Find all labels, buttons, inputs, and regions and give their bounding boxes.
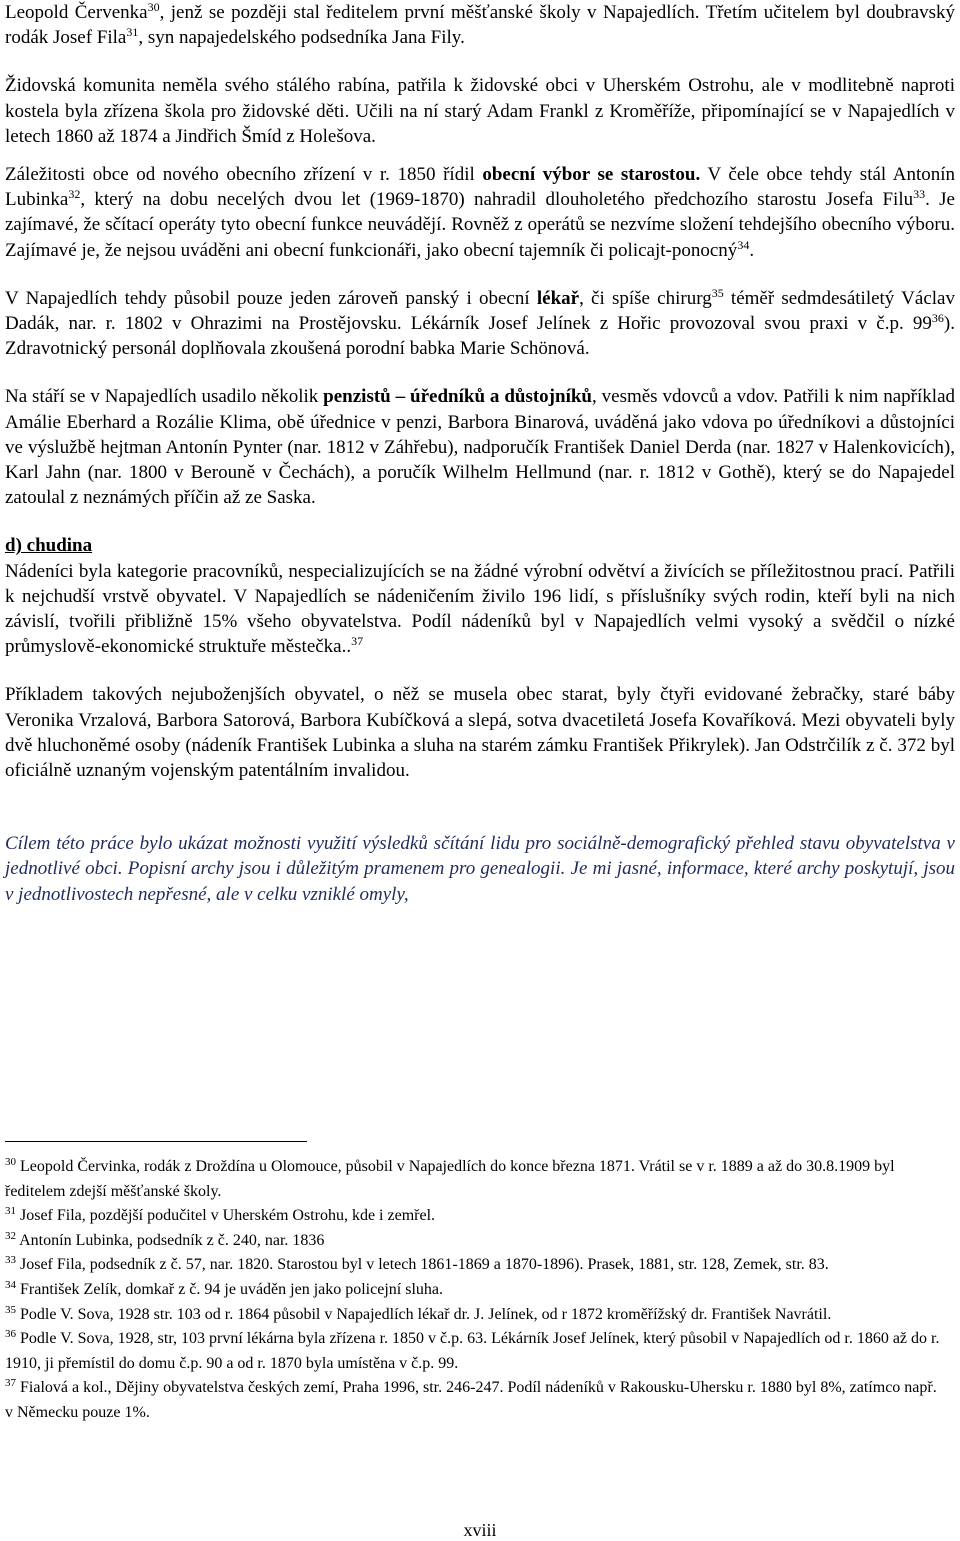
footnote-reference: 33 bbox=[913, 187, 926, 202]
text-run: Nádeníci byla kategorie pracovníků, nespecializujících se na žádné výrobní odvětví a živících se příležitostnou prací. Patřili k nejchudší vrstvě obyvatel. V Napajedlích se nádeničením živilo 196 lidí, s příslušníky svých rodin, kteří byli na nich závislí, tvořili přibližně 15% všeho obyvatelstva. Podíl nádeníků byl v Napajedlích velmi vysoký a svědčil o nízké průmyslově-ekonomické struktuře městečka.. bbox=[5, 560, 955, 658]
body-paragraph bbox=[5, 384, 955, 510]
text-run: , který na dobu necelých dvou let (1969-1870) nahradil dlouholetého předchozího starostu Josefa Filu bbox=[80, 189, 914, 211]
footnote-number: 32 bbox=[5, 1229, 16, 1242]
footnote-reference: 37 bbox=[351, 634, 364, 649]
document-body bbox=[5, 0, 955, 907]
footnote-text: Leopold Červinka, rodák z Droždína u Olomouce, působil v Napajedlích do konce března 1871. Vrátil se v r. 1889 a až do 30.8.1909 byl ředitelem zdejší měšťanské školy. bbox=[5, 1158, 895, 1200]
conclusion-paragraph bbox=[5, 831, 955, 907]
text-run: . bbox=[749, 239, 755, 261]
body-paragraph bbox=[5, 533, 955, 558]
bold-text: obecní výbor se starostou. bbox=[482, 164, 701, 186]
bold-text: lékař bbox=[536, 287, 580, 309]
body-paragraph bbox=[5, 162, 955, 263]
text-run: , syn napajedelského podsedníka Jana Fily. bbox=[138, 27, 465, 49]
footnote-reference: 34 bbox=[737, 237, 750, 252]
paragraph-gap bbox=[5, 149, 955, 162]
footnote-number: 36 bbox=[5, 1328, 16, 1341]
footnote-30 bbox=[5, 1155, 940, 1204]
text-run: , či spíše chirurg bbox=[579, 287, 712, 309]
footnote-reference: 32 bbox=[68, 187, 81, 202]
footnotes-section bbox=[5, 1155, 940, 1426]
footnote-37 bbox=[5, 1376, 940, 1425]
text-run: Na stáří se v Napajedlích usadilo několik bbox=[5, 386, 324, 408]
text-run: V Napajedlích tehdy působil pouze jeden zároveň panský i obecní bbox=[5, 287, 537, 309]
text-run: téměř sedmdesátiletý Václav Dadák, nar. r. 1802 v Ohrazimi na Prostějovsku. Lékárník Josef Jelínek z Hořic provozoval svou praxi v č.p. 99 bbox=[5, 287, 955, 335]
footnote-text: Josef Fila, podsedník z č. 57, nar. 1820. Starostou byl v letech 1861-1869 a 1870-1896). Prasek, 1881, str. 128, Zemek, str. 83. bbox=[16, 1256, 829, 1274]
footnote-number: 33 bbox=[5, 1254, 16, 1267]
footnote-35 bbox=[5, 1303, 940, 1328]
footnote-divider bbox=[5, 1141, 307, 1142]
footnote-31 bbox=[5, 1204, 940, 1229]
body-paragraph bbox=[5, 286, 955, 362]
text-run: ). Zdravotnický personál doplňovala zkoušená porodní babka Marie Schönová. bbox=[5, 313, 955, 360]
footnote-reference: 31 bbox=[126, 25, 139, 40]
text-run: Příkladem takových nejuboženjších obyvatel, o něž se musela obec starat, byly čtyři evidované žebračky, staré báby Veronika Vrzalová, Barbora Satorová, Barbora Kubíčková a slepá, sotva dvacetiletá Josefa Kovaříková. Mezi obyvateli byly dvě hluchoněmé osoby (nádeník František Lubinka a sluha na starém zámku František Přikrylek). Jan Odstrčilík z č. 372 byl oficiálně uznaným vojenským patentálním invalidou. bbox=[5, 684, 955, 782]
footnote-text: Fialová a kol., Dějiny obyvatelstva českých zemí, Praha 1996, str. 246-247. Podíl nádeníků v Rakousku-Uhersku r. 1880 byl 8%, zatímco např. v Německu pouze 1%. bbox=[5, 1379, 937, 1421]
footnote-32 bbox=[5, 1229, 940, 1254]
footnote-number: 31 bbox=[5, 1205, 16, 1218]
footnote-number: 37 bbox=[5, 1377, 16, 1390]
body-paragraph bbox=[5, 559, 955, 660]
paragraph-gap bbox=[5, 510, 955, 533]
text-run: V čele obce tehdy stál Antonín Lubinka bbox=[5, 164, 955, 211]
footnote-36 bbox=[5, 1327, 940, 1376]
paragraph-gap bbox=[5, 659, 955, 682]
footnote-number: 30 bbox=[5, 1156, 16, 1168]
footnote-text: František Zelík, domkař z č. 94 je uváděn jen jako policejní sluha. bbox=[16, 1280, 443, 1298]
text-run: Židovská komunita neměla svého stálého rabína, patřila k židovské obci v Uherském Ostrohu, ale v modlitebně naproti kostela byla zřízena škola pro židovské děti. Učili na ní starý Adam Frankl z Kroměříže, připomínající se v Napajedlích v letech 1860 až 1874 a Jindřich Šmíd z Holešova. bbox=[5, 75, 955, 147]
paragraph-gap bbox=[5, 783, 955, 831]
footnote-text: Podle V. Sova, 1928 str. 103 od r. 1864 působil v Napajedlích lékař dr. J. Jelínek, od r 1872 kroměřížský dr. František Navrátil. bbox=[16, 1305, 832, 1323]
section-heading: d) chudina bbox=[5, 535, 93, 557]
footnote-34 bbox=[5, 1278, 940, 1303]
footnote-33 bbox=[5, 1253, 940, 1278]
text-run: , jenž se později stal ředitelem první měšťanské školy v Napajedlích. Třetím učitelem byl doubravský rodák Josef Fila bbox=[5, 2, 955, 49]
text-run: Leopold Červenka bbox=[5, 2, 148, 23]
text-run: Záležitosti obce od nového obecního zřízení v r. 1850 řídil bbox=[5, 164, 483, 186]
footnote-number: 35 bbox=[5, 1303, 16, 1316]
body-paragraph bbox=[5, 682, 955, 783]
text-run: . Je zajímavé, že sčítací operáty tyto obecní funkce neuvádějí. Rovněž z operátů se nezvíme složení tehdejšího obecního výboru. Zajímavé je, že nejsou uváděni ani obecní funkcionáři, jako obecní tajemník či policajt-ponocný bbox=[5, 189, 955, 261]
paragraph-gap bbox=[5, 361, 955, 384]
paragraph-gap bbox=[5, 263, 955, 286]
paragraph-gap bbox=[5, 50, 955, 73]
text-run: , vesměs vdovců a vdov. Patřili k nim například Amálie Eberhard a Rozálie Klima, obě úřednice v penzi, Barbora Binarová, uváděná jako vdova po úředníkovi a důstojníci ve výslužbě hejtman Antonín Pynter (nar. 1812 v Záhřebu), nadporučík František Daniel Derda (nar. 1827 v Halenkovicích), Karl Jahn (nar. 1800 v Berouně v Čechách), a poručík Wilhelm Hellmund (nar. r. 1812 v Gothě), který se do Napajedel zatoulal z neznámých příčin až ze Saska. bbox=[5, 386, 955, 509]
footnote-reference: 35 bbox=[711, 285, 724, 300]
footnote-text: Podle V. Sova, 1928, str, 103 první lékárna byla zřízena r. 1850 v č.p. 63. Lékárník Josef Jelínek, který působil v Napajedlích od r. 1860 až do r. 1910, ji přemístil do domu č.p. 90 a od r. 1870 byla umístěna v č.p. 99. bbox=[5, 1330, 940, 1372]
body-paragraph bbox=[5, 73, 955, 149]
footnote-reference: 36 bbox=[931, 311, 944, 326]
footnote-text: Antonín Lubinka, podsedník z č. 240, nar. 1836 bbox=[16, 1231, 325, 1249]
page-number: xviii bbox=[463, 1520, 497, 1540]
footnote-reference: 30 bbox=[147, 0, 160, 14]
footnote-text: Josef Fila, pozdější podučitel v Uherském Ostrohu, kde i zemřel. bbox=[16, 1207, 436, 1225]
bold-text: penzistů – úředníků a důstojníků bbox=[323, 386, 592, 408]
body-paragraph bbox=[5, 0, 955, 50]
footnote-number: 34 bbox=[5, 1278, 16, 1291]
text-run: Cílem této práce bylo ukázat možnosti využití výsledků sčítání lidu pro sociálně-demografický přehled stavu obyvatelstva v jednotlivé obci. Popisní archy jsou i důležitým pramenem pro genealogii. Je mi jasné, informace, které archy poskytují, jsou v jednotlivostech nepřesné, ale v celku vzniklé omyly, bbox=[5, 833, 955, 905]
